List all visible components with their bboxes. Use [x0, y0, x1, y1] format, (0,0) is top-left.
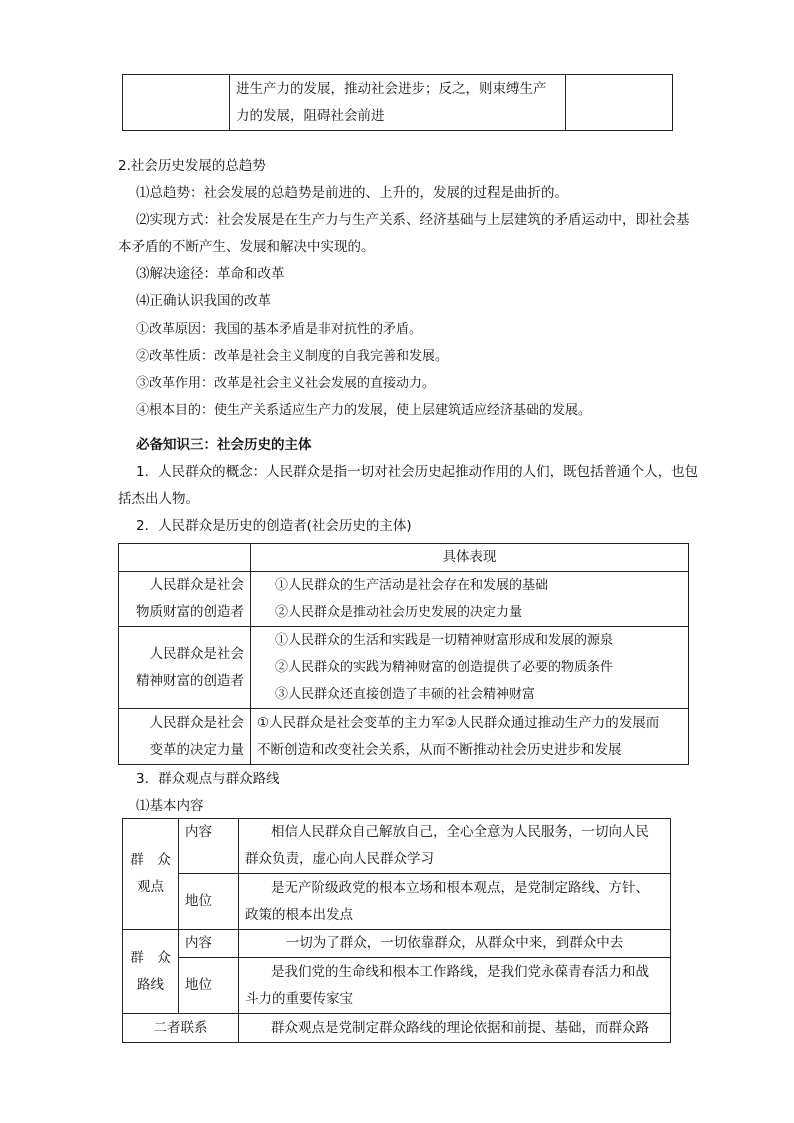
section2-paragraph-4: ⑷正确认识我国的改革	[136, 293, 271, 309]
mass-line-status-line-1: 是我们党的生命线和根本工作路线，是我们党永葆青春活力和战	[271, 963, 649, 980]
creator-row3-label	[119, 709, 251, 765]
creator-row3-content	[251, 709, 689, 765]
creator-row1-label-b: 物质财富的创造者	[136, 604, 244, 620]
section3-paragraph-2: 2．人民群众是历史的创造者(社会历史的主体)	[136, 518, 412, 534]
mass-viewpoint-status-line-2: 政策的根本出发点	[245, 906, 353, 923]
mass-line-status-label: 地位	[179, 958, 239, 1014]
creator-row3-line-1: ①人民群众是社会变革的主力军②人民群众通过推动生产力的发展而	[257, 714, 660, 731]
section2-title: 2.社会历史发展的总趋势	[118, 158, 266, 174]
creator-row3-label-b: 变革的决定力量	[149, 741, 244, 758]
creator-row3-line-2: 不断创造和改变社会关系，从而不断推动社会历史进步和发展	[257, 741, 622, 758]
mass-viewpoint-content	[239, 819, 671, 874]
section3-paragraph-1b: 括杰出人物。	[118, 491, 199, 507]
mass-line-status-line-2: 斗力的重要传家宝	[245, 990, 353, 1007]
mass-viewpoint-content-label: 内容	[179, 819, 239, 874]
section4-title: 3．群众观点与群众路线	[136, 771, 280, 787]
creator-row2-label-b: 精神财富的创造者	[136, 672, 244, 689]
creator-row2-label	[119, 627, 251, 709]
creator-table-header: 具体表现	[251, 544, 689, 572]
reform-item-1: ①改革原因：我国的基本矛盾是非对抗性的矛盾。	[136, 322, 423, 337]
mass-viewpoint-status-line-1: 是无产阶级政党的根本立场和根本观点，是党制定路线、方针、	[271, 879, 649, 896]
mass-line-table	[122, 818, 671, 1043]
section3-heading: 必备知识三：社会历史的主体	[136, 437, 312, 453]
section2-paragraph-1: ⑴总趋势：社会发展的总趋势是前进的、上升的，发展的过程是曲折的。	[136, 185, 568, 201]
mass-line-label	[123, 930, 179, 1014]
mass-viewpoint-content-line-2: 群众负责，虚心向人民群众学习	[245, 851, 434, 867]
mass-line-content: 一切为了群众，一切依靠群众，从群众中来，到群众中去	[239, 930, 671, 958]
mass-viewpoint-label-a: 群 众	[130, 852, 171, 868]
mass-line-content-label: 内容	[179, 930, 239, 958]
mass-viewpoint-label	[123, 819, 179, 930]
section2-paragraph-2b: 本矛盾的不断产生、发展和解决中实现的。	[118, 239, 375, 255]
top-table-empty-cell-right	[566, 75, 673, 131]
creator-row2-item-2: ②人民群众的实践为精神财富的创造提供了必要的物质条件	[275, 660, 614, 675]
mass-viewpoint-status-label: 地位	[179, 874, 239, 930]
creator-row1-label-a: 人民群众是社会	[149, 577, 244, 593]
creator-row2-item-1: ①人民群众的生活和实践是一切精神财富形成和发展的源泉	[275, 633, 614, 648]
creator-row2-label-a: 人民群众是社会	[149, 645, 244, 662]
creator-row1-content	[251, 572, 689, 627]
reform-item-4: ④根本目的：使生产关系适应生产力的发展，使上层建筑适应经济基础的发展。	[136, 403, 592, 418]
top-table-line-2: 力的发展，阻碍社会前进	[236, 107, 385, 124]
mass-viewpoint-label-b: 观点	[137, 879, 164, 895]
mass-viewpoint-content-line-1: 相信人民群众自己解放自己，全心全意为人民服务，一切向人民	[271, 824, 649, 840]
creator-row1-item-2: ②人民群众是推动社会历史发展的决定力量	[275, 605, 523, 620]
creator-row2-item-3: ③人民群众还直接创造了丰硕的社会精神财富	[275, 687, 536, 702]
top-continuation-table	[122, 74, 673, 131]
reform-item-2: ②改革性质：改革是社会主义制度的自我完善和发展。	[136, 349, 449, 364]
creator-row2-content	[251, 627, 689, 709]
creator-table-header-empty	[119, 544, 251, 572]
creator-table	[118, 543, 689, 765]
creator-row1-label	[119, 572, 251, 627]
top-table-empty-cell-left	[123, 75, 230, 131]
mass-viewpoint-status	[239, 874, 671, 930]
section2-paragraph-3: ⑶解决途径：革命和改革	[136, 266, 285, 282]
relationship-content: 群众观点是党制定群众路线的理论依据和前提、基础，而群众路	[239, 1014, 671, 1043]
section4-subtitle: ⑴基本内容	[136, 798, 204, 814]
top-table-line-1: 进生产力的发展，推动社会进步；反之，则束缚生产	[236, 80, 547, 97]
mass-line-label-b: 路线	[137, 976, 164, 993]
section2-paragraph-2a: ⑵实现方式：社会发展是在生产力与生产关系、经济基础与上层建筑的矛盾运动中，即社会基	[136, 212, 690, 228]
creator-row1-item-1: ①人民群众的生产活动是社会存在和发展的基础	[275, 578, 549, 593]
mass-line-label-a: 群 众	[130, 949, 171, 966]
mass-line-status	[239, 958, 671, 1014]
top-table-text-cell	[230, 75, 566, 131]
reform-item-3: ③改革作用：改革是社会主义社会发展的直接动力。	[136, 376, 436, 391]
relationship-label: 二者联系	[123, 1014, 239, 1043]
section3-paragraph-1a: 1．人民群众的概念：人民群众是指一切对社会历史起推动作用的人们，既包括普通个人，也包	[136, 464, 699, 480]
creator-row3-label-a: 人民群众是社会	[149, 714, 244, 731]
